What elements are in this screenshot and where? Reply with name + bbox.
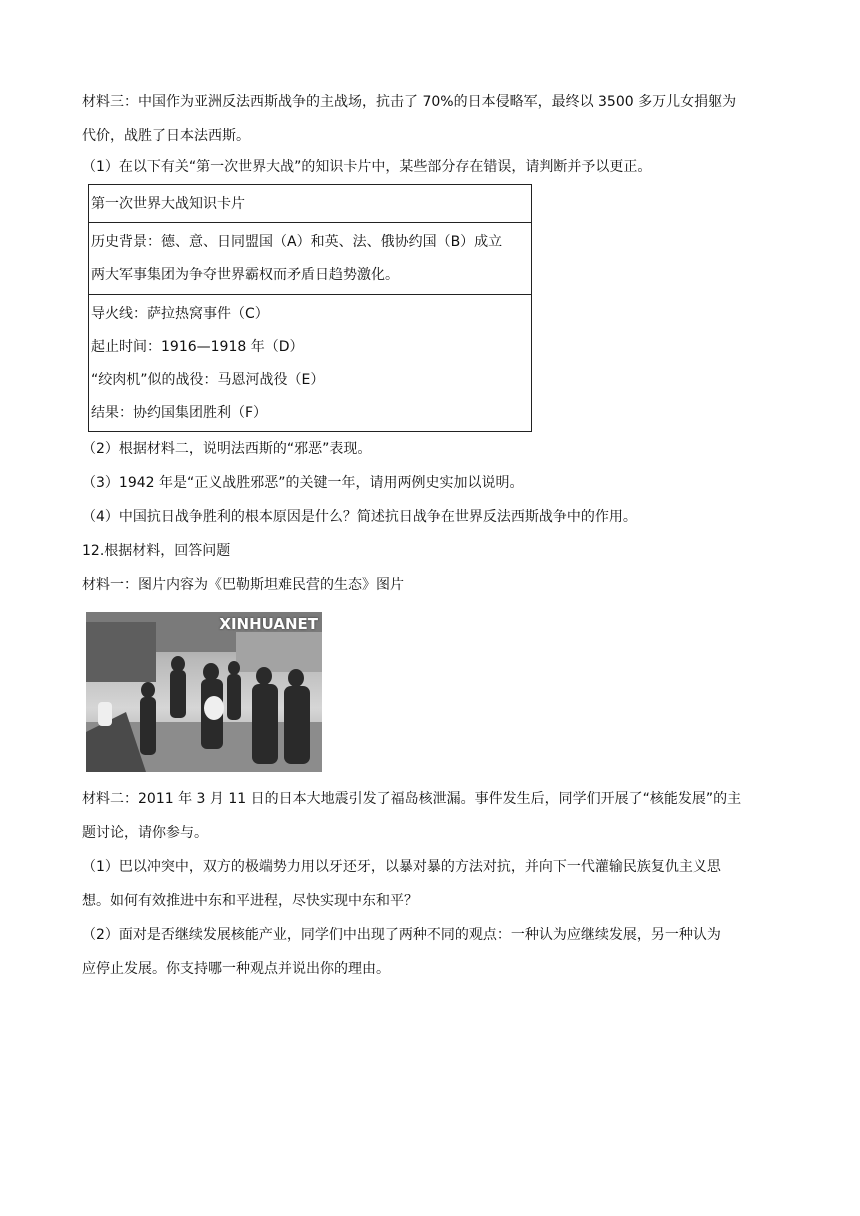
subquestion-2-line-2: 应停止发展。你支持哪一种观点并说出你的理由。	[82, 961, 390, 977]
subquestion-1-line-1: （1）巴以冲突中，双方的极端势力用以牙还牙，以暴对暴的方法对抗，并向下一代灌输民族复仇主义思	[82, 859, 721, 875]
subquestion-1-line-2: 想。如何有效推进中东和平进程，尽快实现中东和平？	[82, 893, 418, 909]
material-3-line-2: 代价，战胜了日本法西斯。	[82, 128, 250, 144]
card-title: 第一次世界大战知识卡片	[91, 196, 245, 212]
question-1: （1）在以下有关“第一次世界大战”的知识卡片中，某些部分存在错误，请判断并予以更正。	[82, 159, 652, 175]
knowledge-card	[88, 184, 532, 432]
card-facts-row	[89, 295, 531, 431]
material-2-line-2: 题讨论，请你参与。	[82, 825, 208, 841]
question-3: （3）1942 年是“正义战胜邪恶”的关键一年，请用两例史实加以说明。	[82, 475, 524, 491]
card-time: 起止时间：1916—1918 年（D）	[91, 339, 304, 355]
subquestion-2-line-1: （2）面对是否继续发展核能产业，同学们中出现了两种不同的观点：一种认为应继续发展，另一种认为	[82, 927, 721, 943]
question-2: （2）根据材料二，说明法西斯的“邪恶”表现。	[82, 441, 372, 457]
material-2-line-1: 材料二：2011 年 3 月 11 日的日本大地震引发了福岛核泄漏。事件发生后，同学们开展了“核能发展”的主	[82, 791, 742, 807]
question-12-heading: 12.根据材料，回答问题	[82, 543, 231, 559]
material-3-line-1: 材料三：中国作为亚洲反法西斯战争的主战场，抗击了 70%的日本侵略军，最终以 3500 多万儿女捐躯为	[82, 94, 737, 110]
refugee-camp-photo	[86, 612, 322, 772]
photo-illustration	[86, 612, 322, 772]
card-background-line-1: 历史背景：德、意、日同盟国（A）和英、法、俄协约国（B）成立	[91, 234, 503, 250]
card-title-row	[89, 185, 531, 223]
question-4: （4）中国抗日战争胜利的根本原因是什么？简述抗日战争在世界反法西斯战争中的作用。	[82, 509, 637, 525]
card-result: 结果：协约国集团胜利（F）	[91, 405, 268, 421]
card-fuse: 导火线：萨拉热窝事件（C）	[91, 306, 269, 322]
card-background-row	[89, 223, 531, 295]
card-background-line-2: 两大军事集团为争夺世界霸权而矛盾日趋势激化。	[91, 267, 399, 283]
card-battle: “绞肉机”似的战役：马恩河战役（E）	[91, 372, 325, 388]
material-1: 材料一：图片内容为《巴勒斯坦难民营的生态》图片	[82, 577, 404, 593]
photo-watermark: XINHUANET	[219, 615, 318, 633]
